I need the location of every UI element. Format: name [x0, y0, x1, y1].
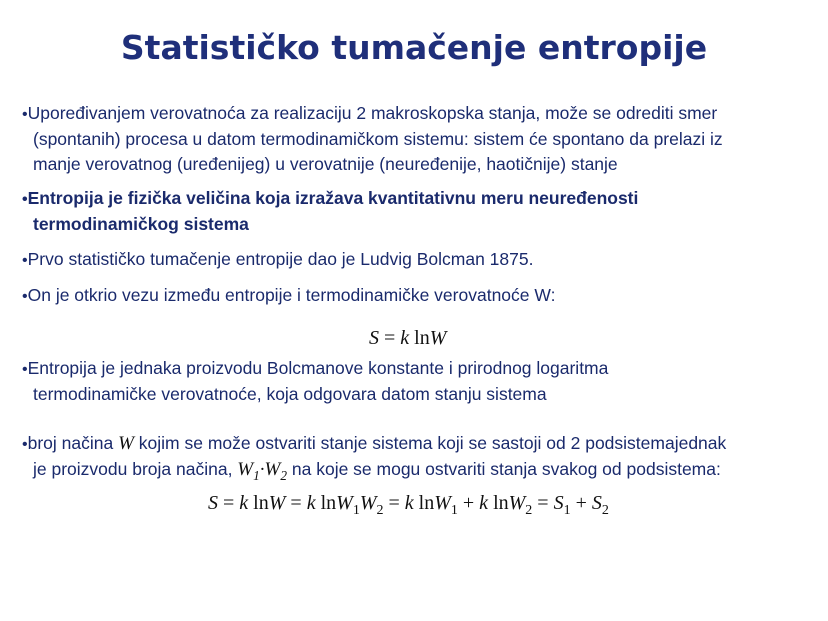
bullet-6-line-2-post: na koje se mogu ostvariti stanja svakog od podsistema: [287, 459, 721, 479]
f2-l: k [404, 492, 414, 514]
f2-t: S [553, 492, 564, 514]
bullet-6-w2-letter: W [264, 459, 281, 480]
bullet-1-line-3: manje verovatnog (uređenijeg) u verovatnije (neuređenije, haotičnije) stanje [33, 154, 618, 174]
formula-1-s: S [369, 327, 379, 349]
f2-p: k [479, 492, 489, 514]
f2-g: k [306, 492, 316, 514]
f2-n-sub: 1 [450, 503, 458, 518]
f2-s: = [532, 492, 554, 514]
f2-f: = [285, 492, 307, 514]
bullet-6-w1 [237, 459, 288, 483]
f2-j: W [359, 492, 377, 514]
f2-d: ln [248, 492, 269, 514]
formula-1-w: W [429, 327, 447, 349]
bullet-relation [22, 283, 823, 309]
f2-m: ln [413, 492, 435, 514]
bullet-2-line-1: Entropija je fizička veličina koja izražava kvantitativnu meru neuređenosti [27, 188, 639, 208]
bullet-dot: • [22, 288, 28, 305]
f2-v-sub: 2 [601, 503, 609, 518]
bullet-6-w2-sub: 2 [280, 467, 288, 483]
bullet-6-pre: broj načina [27, 433, 119, 453]
f2-r-sub: 2 [525, 503, 533, 518]
bullet-dot: • [22, 436, 28, 453]
formula-1-eq: = [379, 327, 401, 349]
bullet-entropy-product [22, 356, 823, 407]
bullet-1-line-1: Upoređivanjem verovatnoća za realizaciju 2 makroskopska stanja, može se odrediti smer [27, 103, 718, 123]
bullet-6-w: W [118, 433, 134, 454]
bullet-subsystems [22, 431, 823, 488]
bullet-5-line-2: termodinamičke verovatnoće, koja odgovara datom stanju sistema [33, 384, 547, 404]
bullet-6-dot: · [259, 459, 265, 480]
bullet-6-w1-letter: W [237, 459, 254, 480]
bullet-1-line-2: (spontanih) procesa u datom termodinamičkom sistemu: sistem će spontano da prelazi iz [33, 129, 723, 149]
bullet-6-line-2-pre: je proizvodu broja načina, [33, 459, 238, 479]
formula-1-ln: ln [409, 327, 430, 349]
f2-r: W [508, 492, 526, 514]
f2-i: W [336, 492, 353, 514]
f2-v: S [591, 492, 602, 514]
bullet-6-w1-sub: 1 [253, 467, 260, 483]
bullet-6-post: kojim se može ostvariti stanje sistema koji se sastoji od 2 podsistemajednak [133, 433, 727, 453]
f2-a: S [208, 492, 218, 514]
bullet-entropy-definition [22, 186, 823, 237]
bullet-2-line-2: termodinamičkog sistema [33, 214, 249, 234]
f2-b: = [218, 492, 240, 514]
bullet-dot: • [22, 252, 28, 269]
f2-q: ln [488, 492, 509, 514]
formula-additivity [208, 492, 609, 519]
f2-t-sub: 1 [563, 503, 571, 518]
slide-title: Statističko tumačenje entropije [120, 28, 708, 67]
bullet-boltzmann [22, 247, 823, 273]
bullet-comparison [22, 101, 823, 177]
f2-e: W [268, 492, 286, 514]
bullet-3-line-1: Prvo statističko tumačenje entropije dao je Ludvig Bolcman 1875. [27, 249, 534, 269]
f2-n: W [434, 492, 451, 514]
f2-c: k [239, 492, 249, 514]
bullet-dot: • [22, 191, 28, 208]
bullet-4-line-1: On je otkrio vezu između entropije i termodinamičke verovatnoće W: [27, 285, 556, 305]
f2-u: + [570, 492, 592, 514]
f2-h: ln [315, 492, 337, 514]
bullet-dot: • [22, 361, 28, 378]
bullet-dot: • [22, 106, 28, 123]
f2-j-sub: 2 [376, 503, 384, 518]
formula-boltzmann [369, 327, 446, 350]
f2-o: + [457, 492, 480, 514]
bullet-5-line-1: Entropija je jednaka proizvodu Bolcmanove konstante i prirodnog logaritma [27, 358, 609, 378]
formula-1-k: k [400, 327, 410, 349]
f2-k2: = [383, 492, 405, 514]
f2-i-sub: 1 [352, 503, 360, 518]
